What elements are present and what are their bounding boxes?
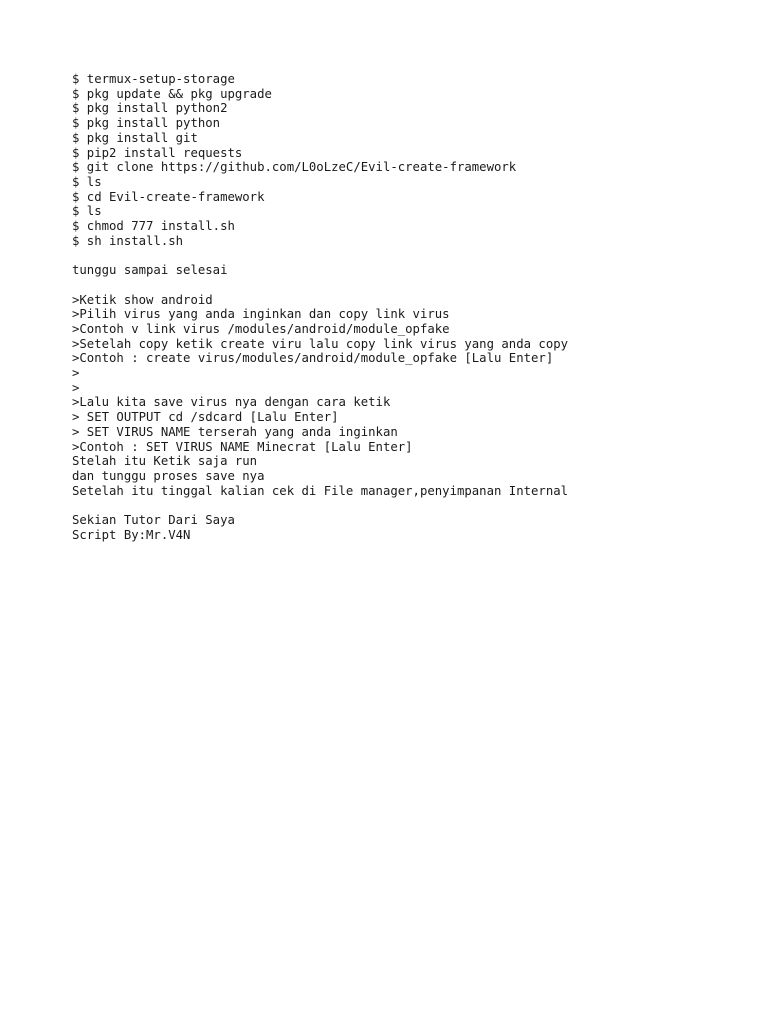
instruction-line: > bbox=[72, 366, 80, 381]
wait-note: tunggu sampai selesai bbox=[72, 263, 228, 278]
instruction-block bbox=[72, 293, 752, 499]
command-line: $ chmod 777 install.sh bbox=[72, 219, 235, 234]
instruction-line: >Contoh : SET VIRUS NAME Minecrat [Lalu Enter] bbox=[72, 439, 413, 454]
instruction-line: dan tunggu proses save nya bbox=[72, 468, 265, 483]
blank-line bbox=[72, 498, 752, 513]
command-line: $ pkg update && pkg upgrade bbox=[72, 86, 272, 101]
command-line: $ ls bbox=[72, 204, 102, 219]
command-block bbox=[72, 72, 752, 248]
command-line: $ ls bbox=[72, 174, 102, 189]
command-line: $ pip2 install requests bbox=[72, 145, 243, 160]
instruction-line: >Lalu kita save virus nya dengan cara ketik bbox=[72, 395, 391, 410]
command-line: $ pkg install git bbox=[72, 130, 198, 145]
instruction-line: > SET VIRUS NAME terserah yang anda inginkan bbox=[72, 424, 398, 439]
command-line: $ termux-setup-storage bbox=[72, 72, 235, 86]
instruction-line: >Pilih virus yang anda inginkan dan copy link virus bbox=[72, 307, 450, 322]
instruction-line: > bbox=[72, 380, 80, 395]
command-line: $ sh install.sh bbox=[72, 233, 184, 248]
instruction-line: Setelah itu tinggal kalian cek di File manager,penyimpanan Internal bbox=[72, 483, 569, 498]
command-line: $ pkg install python2 bbox=[72, 101, 228, 116]
instruction-line: Stelah itu Ketik saja run bbox=[72, 454, 258, 469]
command-line: $ git clone https://github.com/L0oLzeC/Evil-create-framework bbox=[72, 160, 517, 175]
command-line: $ cd Evil-create-framework bbox=[72, 189, 265, 204]
instruction-line: >Contoh : create virus/modules/android/module_opfake [Lalu Enter] bbox=[72, 351, 554, 366]
author-credit: Script By:Mr.V4N bbox=[72, 527, 191, 542]
instruction-line: >Ketik show android bbox=[72, 292, 213, 307]
document-page bbox=[72, 72, 752, 542]
instruction-line: > SET OUTPUT cd /sdcard [Lalu Enter] bbox=[72, 410, 339, 425]
closing-line: Sekian Tutor Dari Saya bbox=[72, 513, 235, 528]
instruction-line: >Contoh v link virus /modules/android/module_opfake bbox=[72, 321, 450, 336]
closing-block bbox=[72, 513, 752, 542]
blank-line bbox=[72, 278, 752, 293]
blank-line bbox=[72, 248, 752, 263]
command-line: $ pkg install python bbox=[72, 116, 221, 131]
instruction-line: >Setelah copy ketik create viru lalu copy link virus yang anda copy bbox=[72, 336, 569, 351]
